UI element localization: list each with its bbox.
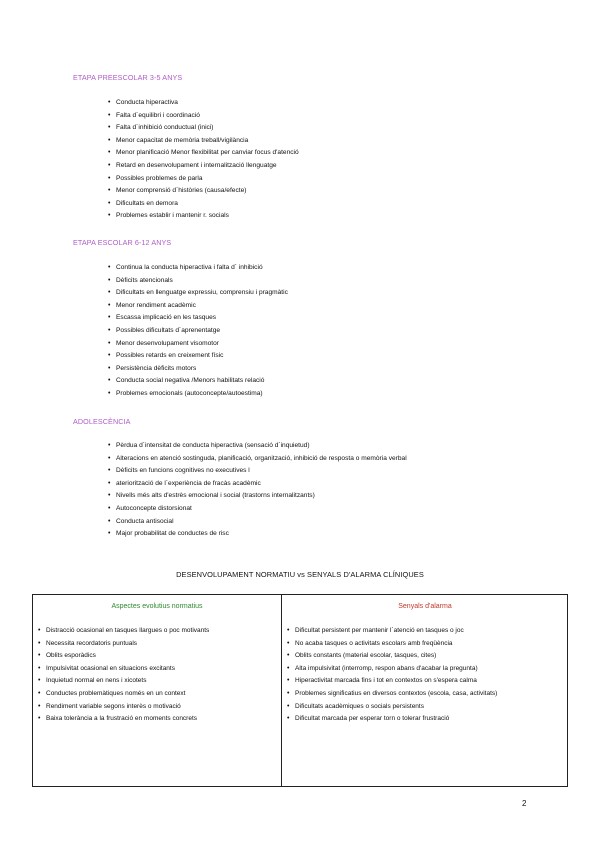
section-heading-adolescencia: ADOLESCÈNCIA <box>73 417 131 426</box>
list-item: • Problemes establir i mantenir r. socials <box>108 210 299 223</box>
list-item: • Inquietud normal en nens i xicotets <box>38 675 209 688</box>
list-item: • Problemes emocionals (autoconcepte/autoestima) <box>108 388 288 401</box>
section-heading-preescolar: ETAPA PREESCOLAR 3-5 ANYS <box>73 73 183 82</box>
list-item: • Menor comprensió d´històries (causa/efecte) <box>108 185 299 198</box>
list-item: • Conducta social negativa /Menors habilitats relació <box>108 375 288 388</box>
list-item: • Possibles problemes de parla <box>108 173 299 186</box>
list-item: • Necessita recordatoris puntuals <box>38 638 209 651</box>
list-item: • Dificultat persistent per mantenir l´atenció en tasques o joc <box>287 625 497 638</box>
list-item: • Alta impulsivitat (interromp, respon abans d'acabar la pregunta) <box>287 663 497 676</box>
list-escolar <box>108 262 288 401</box>
list-item: • Dificultats acadèmiques o socials persistents <box>287 701 497 714</box>
list-item: • Dèficits en funcions cognitives no executives l <box>108 465 407 478</box>
list-item: • Problemes significatius en diversos contextos (escola, casa, activitats) <box>287 688 497 701</box>
list-item: • Baixa tolerància a la frustració en moments concrets <box>38 713 209 726</box>
list-item: • No acaba tasques o activitats escolars amb freqüència <box>287 638 497 651</box>
list-item: • Persistència dèficits motors <box>108 363 288 376</box>
list-item: • Impulsivitat ocasional en situacions excitants <box>38 663 209 676</box>
list-item: • Falta d´equilibri i coordinació <box>108 110 299 123</box>
list-alarm-signals <box>287 625 497 726</box>
list-item: • Retard en desenvolupament i internalització llenguatge <box>108 160 299 173</box>
list-normative-aspects <box>38 625 209 726</box>
table-header-alarm: Senyals d'alarma <box>398 603 452 610</box>
list-item: • Dèficits atencionals <box>108 275 288 288</box>
list-item: • Oblits constants (material escolar, tasques, cites) <box>287 650 497 663</box>
table-column-divider <box>281 595 282 786</box>
list-item: • Possibles retards en creixement físic <box>108 350 288 363</box>
list-preescolar <box>108 97 299 223</box>
page-number: 2 <box>522 799 527 808</box>
list-item: • Falta d´inhibició conductual (inici) <box>108 122 299 135</box>
list-item: • Menor capacitat de memòria treball/vigilància <box>108 135 299 148</box>
list-item: • Dificultat marcada per esperar torn o tolerar frustració <box>287 713 497 726</box>
list-adolescencia <box>108 440 407 541</box>
comparison-table <box>32 594 568 787</box>
list-item: • Dificultats en demora <box>108 198 299 211</box>
list-item: • Distracció ocasional en tasques llargues o poc motivants <box>38 625 209 638</box>
list-item: • Menor planificació Menor flexibilitat per canviar focus d'atenció <box>108 147 299 160</box>
list-item: • Possibles dificultats d´aprenentatge <box>108 325 288 338</box>
table-header-normative: Aspectes evolutius normatius <box>111 603 203 610</box>
list-item: • Menor desenvolupament visomotor <box>108 338 288 351</box>
list-item: • Hiperactivitat marcada fins i tot en contextos on s'espera calma <box>287 675 497 688</box>
list-item: • ateriorització de l´experiència de fracàs acadèmic <box>108 478 407 491</box>
list-item: • Nivells més alts d'estrès emocional i social (trastorns internalitzants) <box>108 490 407 503</box>
list-item: • Alteracions en atenció sostinguda, planificació, organització, inhibició de resposta o memòria verbal <box>108 453 407 466</box>
list-item: • Dificultats en llenguatge expressiu, comprensiu i pragmàtic <box>108 287 288 300</box>
list-item: • Menor rendiment acadèmic <box>108 300 288 313</box>
list-item: • Conducta hiperactiva <box>108 97 299 110</box>
section-heading-escolar: ETAPA ESCOLAR 6-12 ANYS <box>73 238 172 247</box>
list-item: • Escassa implicació en les tasques <box>108 312 288 325</box>
list-item: • Oblits esporàdics <box>38 650 209 663</box>
list-item: • Pèrdua d´intensitat de conducta hiperactiva (sensació d´inquietud) <box>108 440 407 453</box>
list-item: • Rendiment variable segons interès o motivació <box>38 701 209 714</box>
list-item: • Conductes problemàtiques només en un context <box>38 688 209 701</box>
list-item: • Major probabilitat de conductes de risc <box>108 528 407 541</box>
list-item: • Conducta antisocial <box>108 516 407 529</box>
list-item: • Autoconcepte distorsionat <box>108 503 407 516</box>
table-title: DESENVOLUPAMENT NORMATIU vs SENYALS D'ALARMA CLÍNIQUES <box>176 570 424 579</box>
list-item: • Continua la conducta hiperactiva i falta d´ inhibició <box>108 262 288 275</box>
